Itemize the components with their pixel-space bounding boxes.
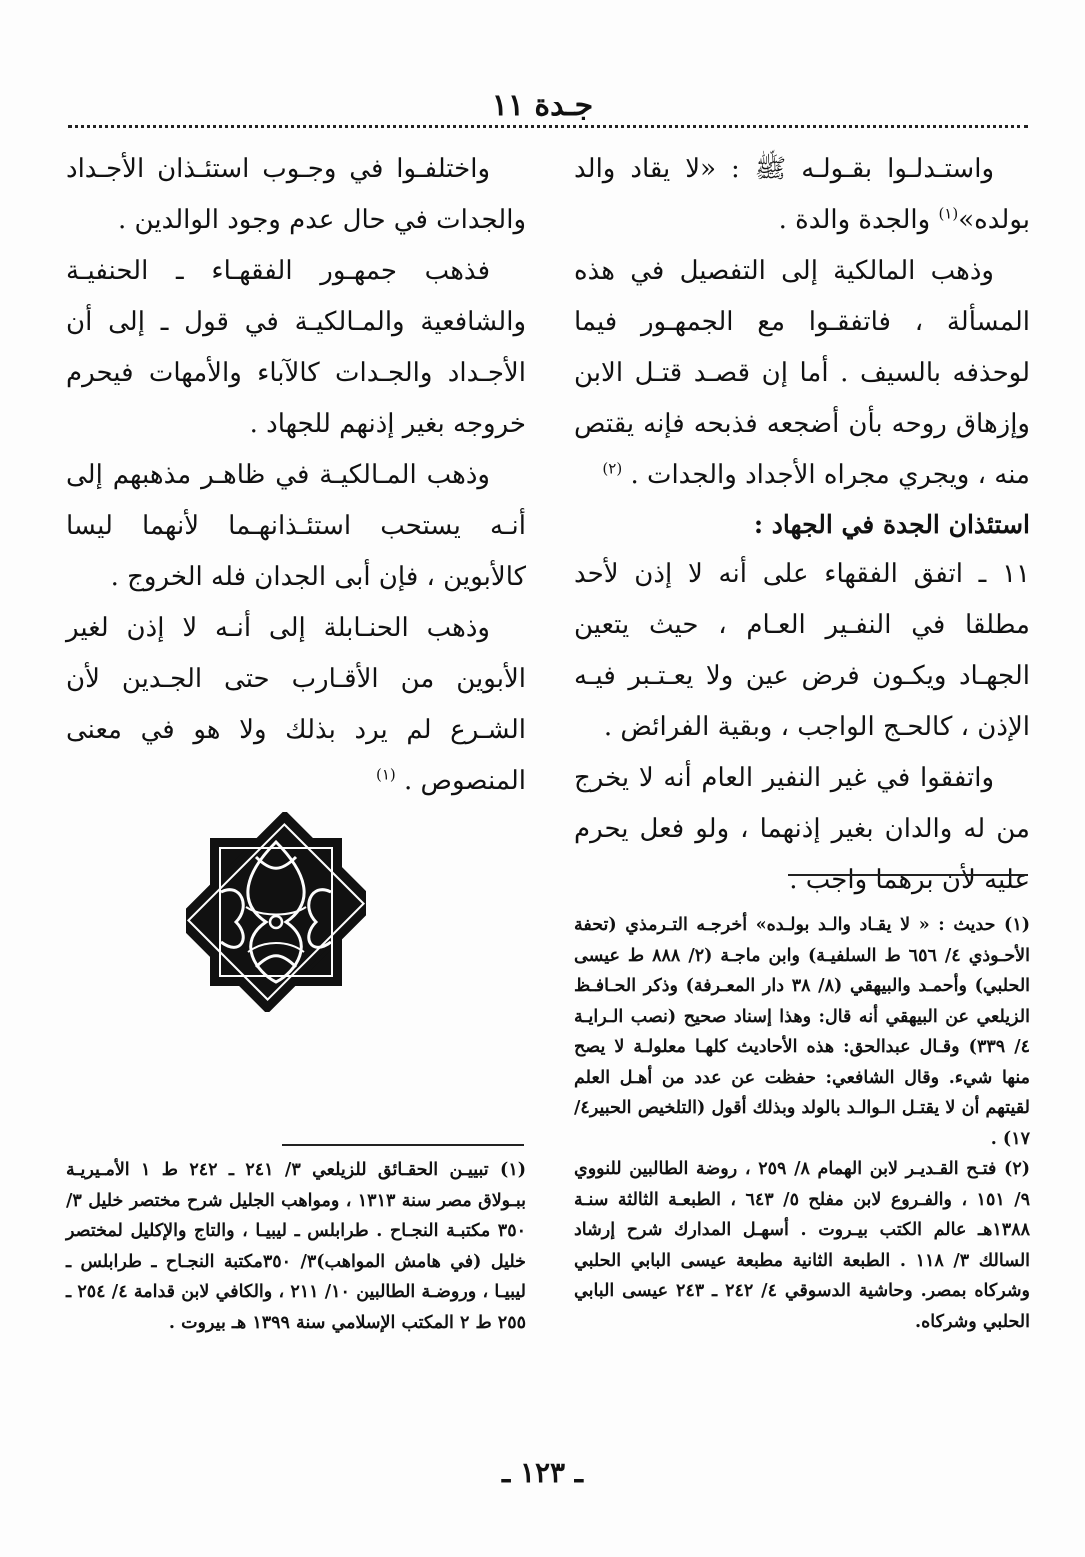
right-para-2-text: وذهب المالكية إلى التفصيل في هذه المسألة ، فاتفقـوا مع الجمهـور فيما لوحذفه بالسيف . أما إن قصـد قتـل الابن وإزهاق روحه بأن أضجعه فذبحه فإنه يقتص منه ، ويجري مجراه الأجداد والجدات . [574,256,1030,490]
footnote-right-1: (١) حديث : « لا يقـاد والـد بولـده» أخرجـه التـرمذي (تحفة الأحـوذي ٤/ ٦٥٦ ط السلفيـة) وابن ماجـة (٢/ ٨٨٨ ط عيسى الحلبي) وأحمـد والبيهقي (٨/ ٣٨ دار المعـرفة) وذكر الحـافـظ الزيلعي عن البيهقي أنه قال: وهذا إسناد صحيح (نصب الـرايـة ٤/ ٣٣٩) وقـال عبدالحق: هذه الأحاديث كلهـا معلولـة لا يصح منها شيء. وقال الشافعي: حفظت عن عدد من أهـل العلم لقيتهم أن لا يقتـل الـوالـد بالولد وبذلك أقول (التلخيص الحبير٤/ ١٧) . [574,915,1031,1149]
page-number: ـ ١٢٣ ـ [501,1456,584,1489]
left-para-1: واختلفـوا في وجـوب استئـذان الأجـداد والجدات في حال عدم وجود الوالدين . [66,154,526,235]
header-dotted-rule [68,125,1028,128]
left-column [66,144,526,807]
right-column [574,144,1030,906]
footnote-rule-left [282,1144,524,1146]
page-title: جـدة ١١ [491,88,594,123]
footnote-ref-left-1: (١) [375,765,396,784]
footnote-ref-1: (١) [938,204,959,223]
right-para-3: ١١ ـ اتفق الفقهاء على أنه لا إذن لأحد مطلقا في النفـير العـام ، حيث يتعين الجهـاد ويكـون فرض عين ولا يعـتـبر فيـه الإذن ، كالحـج الواجب ، وبقية الفرائض . [574,559,1030,742]
right-para-1 [574,144,1030,246]
footnote-rule-right [788,874,1028,876]
arabesque-star-ornament-icon [186,812,366,1012]
left-para-3: وذهب المـالكيـة في ظاهـر مذهبهم إلى أنـه يستحب استئـذانهـما لأنهما ليسا كالأبوين ، فإن أبى الجدان فله الخروج . [66,460,526,592]
left-para-2: فذهب جمهـور الفقهـاء ـ الحنفيـة والشافعية والمـالكيـة في قول ـ إلى أن الأجـداد والجـدات كالآباء والأمهات فيحرم خروجه بغير إذنهم للجهاد . [66,256,526,439]
footnote-left-1: (١) تبييـن الحقـائق للزيلعي ٣/ ٢٤١ ـ ٢٤٢ ط ١ الأمـيريـة ببـولاق مصر سنة ١٣١٣ ، ومواهب الجليل شرح مختصر خليل ٣/ ٣٥٠ مكتبـة النجـاح . طرابلس ـ ليبيـا ، والتاج والإكليل لمختصر خليل (في هامش المواهب)٣/ ٣٥٠مكتبة النجـاح ـ طرابلس ـ ليبيـا ، وروضـة الطالبين ١٠/ ٢١١ ، والكافي لابن قدامة ٤/ ٢٥٤ ـ ٢٥٥ ط ٢ المكتب الإسلامي سنة ١٣٩٩ هـ بيروت . [66,1160,527,1333]
right-para-1-cont: والجدة والدة . [778,205,931,235]
right-para-4: واتفقوا في غير النفير العام أنه لا يخرج من له والدان بغير إذنهما ، ولو فعل يحرم عليه لأن برهما واجب . [574,763,1030,895]
right-para-2 [574,246,1030,501]
footnote-right-2: (٢) فتـح القـديـر لابن الهمام ٨/ ٢٥٩ ، روضة الطالبين للنووي ٩/ ١٥١ ، والفـروع لابن مفلح ٥/ ٦٤٣ ، الطبعـة الثالثة سنـة ١٣٨٨هـ عالم الكتب بيـروت . أسهـل المدارك شرح إرشاد السالك ٣/ ١١٨ . الطبعة الثانية مطبعة عيسى البابي الحلبي وشركاه بمصر. وحاشية الدسوقي ٤/ ٢٤٢ ـ ٢٤٣ عيسى البابي الحلبي وشركاه. [574,1159,1031,1332]
left-para-4 [66,603,526,807]
footnote-ref-2: (٢) [602,459,623,478]
section-heading: استئذان الجدة في الجهاد : [753,510,1030,539]
footnotes-left [66,1155,526,1338]
footnotes-right [574,910,1030,1337]
left-para-4-text: وذهب الحنـابلة إلى أنـه لا إذن لغير الأبوين من الأقـارب حتى الجـدين لأن الشـرع لم يرد بذلك ولا هو في معنى المنصوص . [66,613,526,796]
right-para-1-text: واستـدلـوا بقـولـه ﷺ : «لا يقاد والد بولده» [574,154,1030,235]
